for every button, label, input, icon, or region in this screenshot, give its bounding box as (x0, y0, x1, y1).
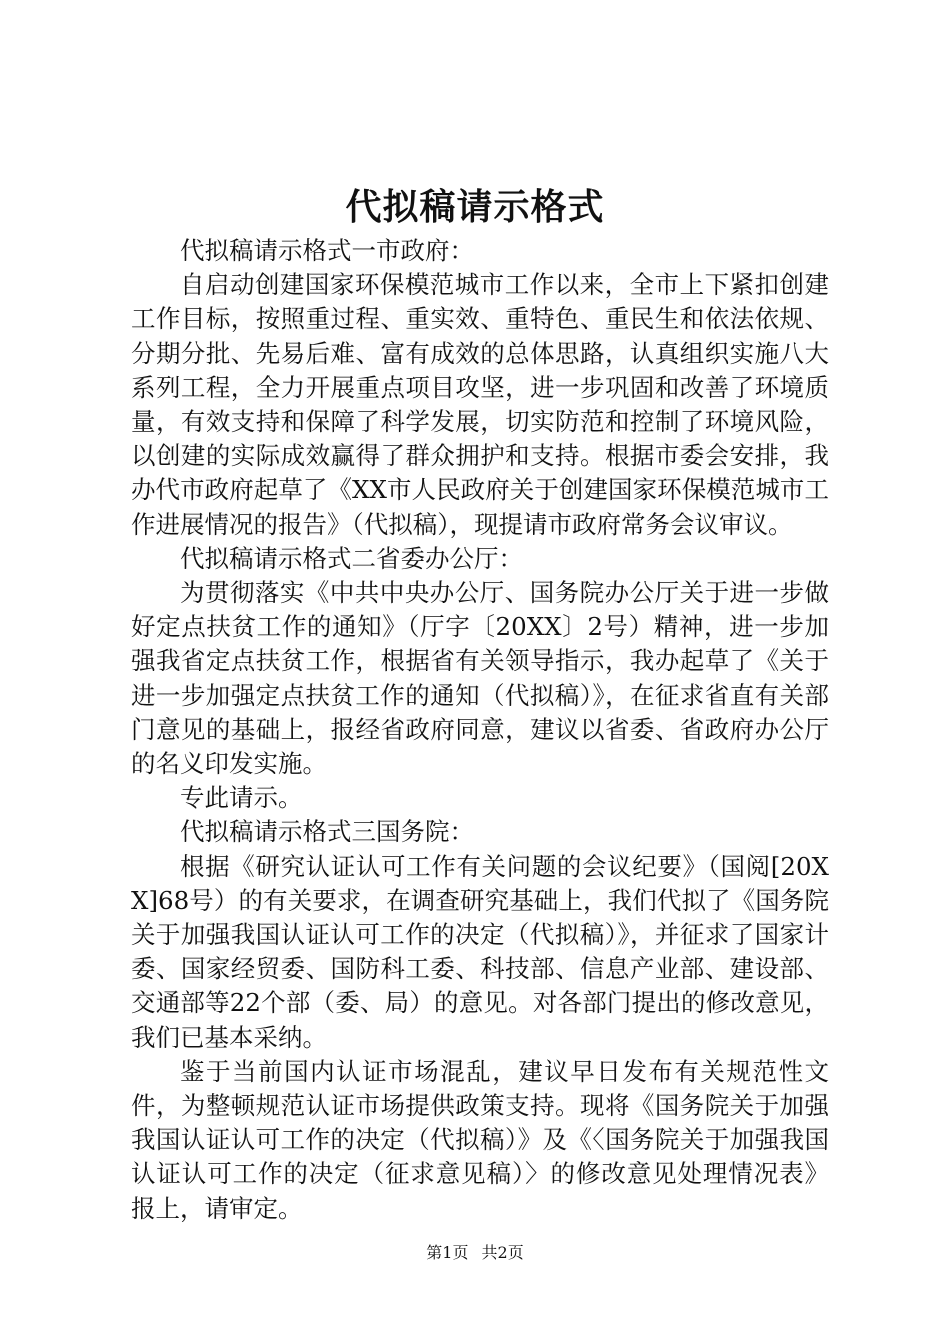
heading-format-one: 代拟稿请示格式一市政府： (180, 236, 474, 265)
page-footer (0, 1242, 950, 1264)
page-total: 共2页 (481, 1243, 524, 1262)
paragraph-closing: 专此请示。 (180, 783, 303, 813)
paragraph-format-two-body: 为贯彻落实《中共中央办公厅、国务院办公厅关于进一步做好定点扶贫工作的通知》（厅字〔20XX〕2号）精神，进一步加强我省定点扶贫工作，根据省有关领导指示，我办起草了《关于进一步加强定点扶贫工作的通知（代拟稿）》，在征求省直有关部门意见的基础上，报经省政府同意，建议以省委、省政府办公厅的名义印发实施。 (131, 578, 829, 779)
paragraph-format-one-body: 自启动创建国家环保模范城市工作以来，全市上下紧扣创建工作目标，按照重过程、重实效、重特色、重民生和依法依规、分期分批、先易后难、富有成效的总体思路，认真组织实施八大系列工程，全力开展重点项目攻坚，进一步巩固和改善了环境质量，有效支持和保障了科学发展，切实防范和控制了环境风险，以创建的实际成效赢得了群众拥护和支持。根据市委会安排，我办代市政府起草了《XX市人民政府关于创建国家环保模范城市工作进展情况的报告》（代拟稿），现提请市政府常务会议审议。 (131, 270, 829, 539)
document-title: 代拟稿请示格式 (345, 187, 605, 228)
document-body (131, 234, 829, 1226)
paragraph-format-three-conclusion: 鉴于当前国内认证市场混乱，建议早日发布有关规范性文件，为整顿规范认证市场提供政策支持。现将《国务院关于加强我国认证认可工作的决定（代拟稿）》及《〈国务院关于加强我国认证认可工作的决定（征求意见稿）〉的修改意见处理情况表》报上，请审定。 (131, 1056, 829, 1223)
heading-format-two: 代拟稿请示格式二省委办公厅： (180, 543, 523, 573)
paragraph-format-three-body: 根据《研究认证认可工作有关问题的会议纪要》（国阅[20XX]68号）的有关要求，在调查研究基础上，我们代拟了《国务院关于加强我国认证认可工作的决定（代拟稿）》，并征求了国家计委、国家经贸委、国防科工委、科技部、信息产业部、建设部、交通部等22个部（委、局）的意见。对各部门提出的修改意见，我们已基本采纳。 (131, 851, 829, 1052)
heading-format-three: 代拟稿请示格式三国务院： (180, 817, 474, 847)
page-number: 第1页 (426, 1243, 469, 1262)
